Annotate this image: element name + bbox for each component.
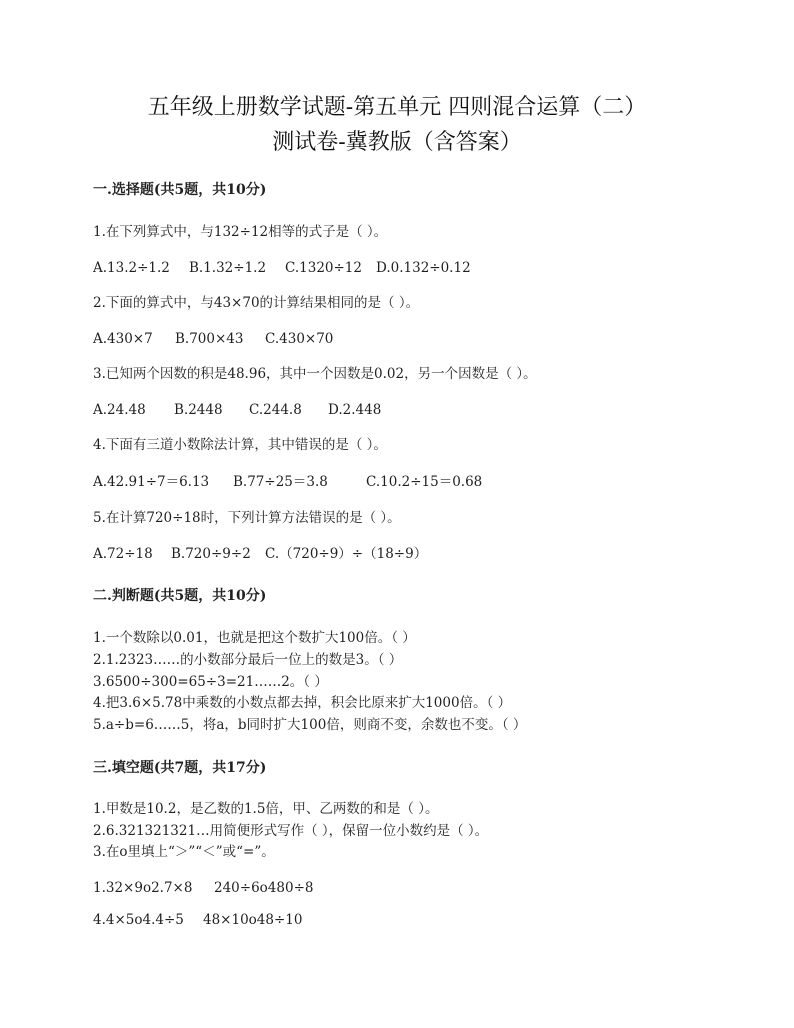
option: A.430×7 — [93, 331, 153, 347]
fill-item: 3.在o里填上“＞”“＜”或“=”。 — [93, 844, 275, 860]
fill-item: 1.甲数是10.2，是乙数的1.5倍，甲、乙两数的和是（ ）。 — [93, 801, 439, 817]
question-options — [93, 400, 381, 420]
option: C.10.2÷15＝0.68 — [366, 474, 483, 490]
option: C.430×70 — [265, 331, 334, 347]
option: A.42.91÷7＝6.13 — [93, 474, 210, 490]
comparison-expression: 4.4×5o4.4÷5 — [93, 912, 184, 928]
judgement-item: 2.1.2323……的小数部分最后一位上的数是3。（ ） — [93, 652, 403, 668]
option: C.244.8 — [249, 402, 302, 418]
section-heading-judgement: 二.判断题(共5题，共10分) — [93, 588, 267, 604]
section-heading-choice: 一.选择题(共5题，共10分) — [93, 182, 267, 198]
question-stem: 5.在计算720÷18时，下列计算方法错误的是（ ）。 — [93, 510, 401, 526]
option: B.77÷25＝3.8 — [233, 474, 328, 490]
option: B.2448 — [174, 402, 223, 418]
comparison-expression: 1.32×9o2.7×8 — [93, 880, 193, 896]
judgement-item: 1.一个数除以0.01，也就是把这个数扩大100倍。（ ） — [93, 630, 416, 646]
comparison-row — [93, 910, 302, 930]
question-stem: 4.下面有三道小数除法计算，其中错误的是（ ）。 — [93, 437, 387, 453]
option: D.0.132÷0.12 — [376, 260, 471, 276]
fill-item: 2.6.321321321…用简便形式写作（ ），保留一位小数约是（ ）。 — [93, 823, 489, 839]
question-options — [93, 544, 427, 564]
option: C.1320÷12 — [285, 260, 362, 276]
comparison-expression: 240÷6o480÷8 — [214, 880, 314, 896]
comparison-row — [93, 878, 313, 898]
option: D.2.448 — [328, 402, 382, 418]
question-options — [93, 472, 482, 492]
question-options — [93, 258, 471, 278]
judgement-item: 5.a÷b=6……5，将a，b同时扩大100倍，则商不变，余数也不变。（ ） — [93, 717, 527, 733]
option: C.（720÷9）÷（18÷9） — [265, 546, 428, 562]
section-heading-fill-blank: 三.填空题(共7题，共17分) — [93, 760, 267, 776]
option: B.720÷9÷2 — [171, 546, 251, 562]
title-line-1: 五年级上册数学试题-第五单元 四则混合运算（二） — [147, 95, 647, 120]
option: A.24.48 — [93, 402, 146, 418]
comparison-expression: 48×10o48÷10 — [203, 912, 303, 928]
question-options — [93, 329, 333, 349]
judgement-item: 4.把3.6×5.78中乘数的小数点都去掉，积会比原来扩大1000倍。（ ） — [93, 695, 512, 711]
judgement-item: 3.6500÷300=65÷3=21……2。（ ） — [93, 674, 328, 690]
option: B.700×43 — [175, 331, 244, 347]
option: B.1.32÷1.2 — [189, 260, 267, 276]
question-stem: 3.已知两个因数的积是48.96，其中一个因数是0.02，另一个因数是（ ）。 — [93, 366, 537, 382]
option: A.72÷18 — [93, 546, 153, 562]
option: A.13.2÷1.2 — [93, 260, 170, 276]
question-stem: 1.在下列算式中，与132÷12相等的式子是（ ）。 — [93, 224, 388, 240]
question-stem: 2.下面的算式中，与43×70的计算结果相同的是（ ）。 — [93, 295, 420, 311]
title-line-2: 测试卷-冀教版（含答案） — [272, 130, 522, 155]
